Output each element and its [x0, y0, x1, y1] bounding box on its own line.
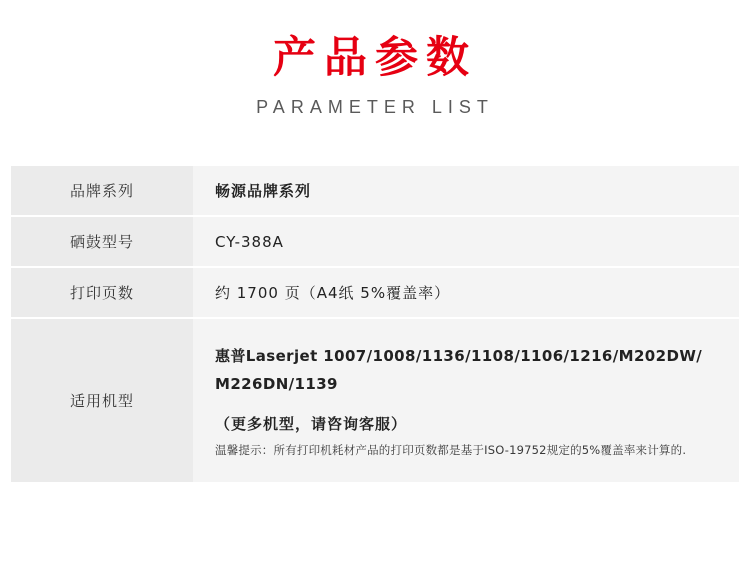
page-subtitle: PARAMETER LIST: [256, 97, 494, 118]
table-row: [11, 216, 739, 267]
compatible-models-line-1: 惠普Laserjet 1007/1008/1136/1108/1106/1216/M202DW/: [215, 347, 703, 366]
row-value-cartridge-model: [193, 216, 739, 267]
row-value-compatible-models: [193, 318, 739, 483]
row-value-brand-series: [193, 166, 739, 216]
compatible-models-note: （更多机型，请咨询客服）: [215, 414, 408, 433]
table-row: [11, 318, 739, 483]
row-label-brand-series: 品牌系列: [11, 166, 193, 216]
brand-series-text: 畅源品牌系列: [215, 182, 312, 201]
row-label-page-yield: 打印页数: [11, 267, 193, 318]
table-row: [11, 166, 739, 216]
row-label-cartridge-model: 硒鼓型号: [11, 216, 193, 267]
specification-table: [11, 166, 739, 484]
page-yield-text: 约 1700 页（A4纸 5%覆盖率）: [215, 284, 451, 303]
table-row: [11, 267, 739, 318]
row-value-page-yield: [193, 267, 739, 318]
page-yield-disclaimer: 温馨提示：所有打印机耗材产品的打印页数都是基于ISO-19752规定的5%覆盖率来计算的.: [215, 442, 687, 457]
page-title: 产品参数: [273, 33, 477, 83]
cartridge-model-text: CY-388A: [215, 232, 284, 251]
row-label-compatible-models: 适用机型: [11, 318, 193, 483]
page-header: [0, 0, 750, 118]
compatible-models-line-2: M226DN/1139: [215, 375, 338, 394]
